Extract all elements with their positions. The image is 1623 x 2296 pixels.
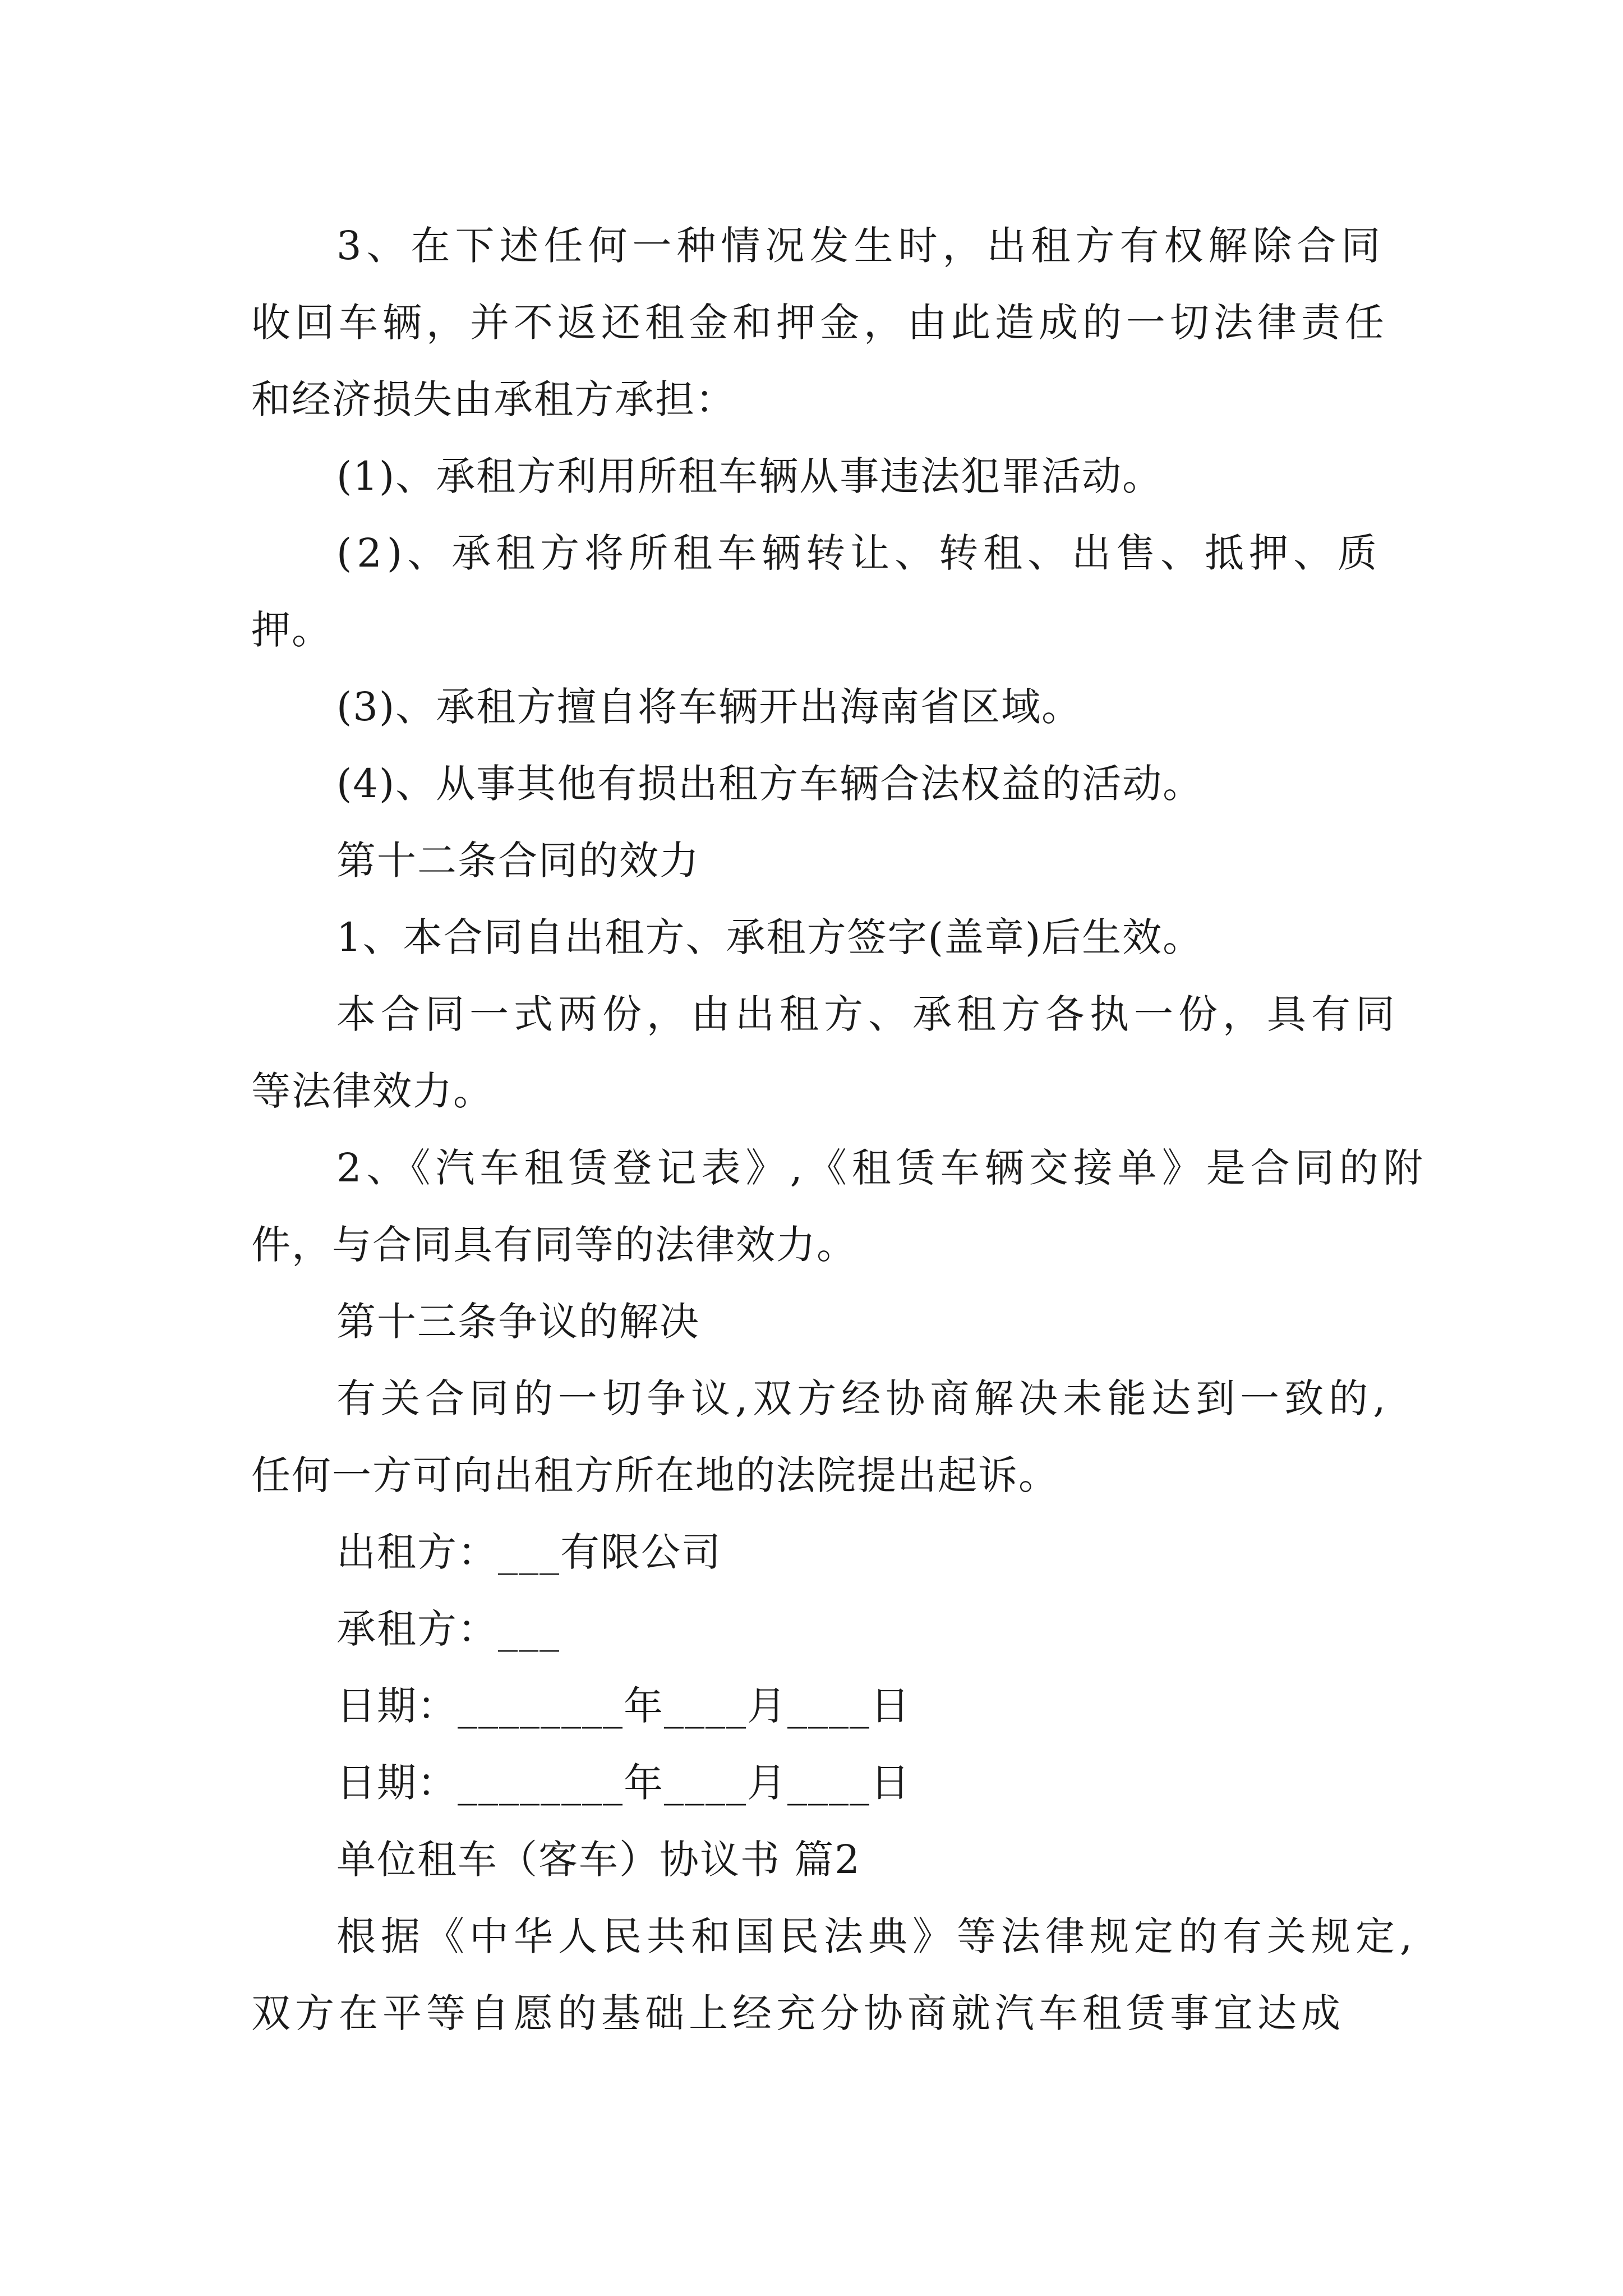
signature-lessor: 出租方：___有限公司 [336, 1529, 722, 1575]
list-item: (2)、承租方将所租车辆转让、转租、出售、抵押、质 [336, 530, 1382, 576]
paragraph-line: 件，与合同具有同等的法律效力。 [251, 1222, 857, 1268]
paragraph-line: 等法律效力。 [251, 1068, 494, 1114]
paragraph-line: 3、在下述任何一种情况发生时，出租方有权解除合同 [336, 223, 1386, 269]
paragraph-line: 本合同一式两份，由出租方、承租方各执一份，具有同 [336, 991, 1400, 1037]
paragraph-line: 根据《中华人民共和国民法典》等法律规定的有关规定, [336, 1913, 1418, 1959]
section-heading: 第十三条争议的解决 [336, 1299, 700, 1345]
section-heading: 第十二条合同的效力 [336, 838, 700, 884]
paragraph-line: 押。 [251, 607, 332, 653]
paragraph-line: 有关合同的一切争议,双方经协商解决未能达到一致的, [336, 1375, 1391, 1421]
paragraph-line: 2、《汽车租赁登记表》,《租赁车辆交接单》是合同的附 [336, 1145, 1428, 1191]
paragraph-line: 1、本合同自出租方、承租方签字(盖章)后生效。 [336, 914, 1204, 960]
list-item: (4)、从事其他有损出租方车辆合法权益的活动。 [336, 761, 1204, 807]
document-title: 单位租车（客车）协议书 篇2 [336, 1837, 861, 1883]
paragraph-line: 和经济损失由承租方承担： [251, 376, 736, 422]
list-item: (1)、承租方利用所租车辆从事违法犯罪活动。 [336, 453, 1163, 499]
date-line: 日期：________年____月____日 [336, 1683, 911, 1729]
paragraph-line: 任何一方可向出租方所在地的法院提出起诉。 [251, 1452, 1059, 1498]
paragraph-line: 双方在平等自愿的基础上经充分协商就汽车租赁事宜达成 [251, 1990, 1345, 2036]
list-item: (3)、承租方擅自将车辆开出海南省区域。 [336, 684, 1082, 730]
paragraph-line: 收回车辆，并不返还租金和押金，由此造成的一切法律责任 [251, 300, 1389, 346]
signature-lessee: 承租方：___ [336, 1606, 560, 1652]
date-line: 日期：________年____月____日 [336, 1760, 911, 1806]
